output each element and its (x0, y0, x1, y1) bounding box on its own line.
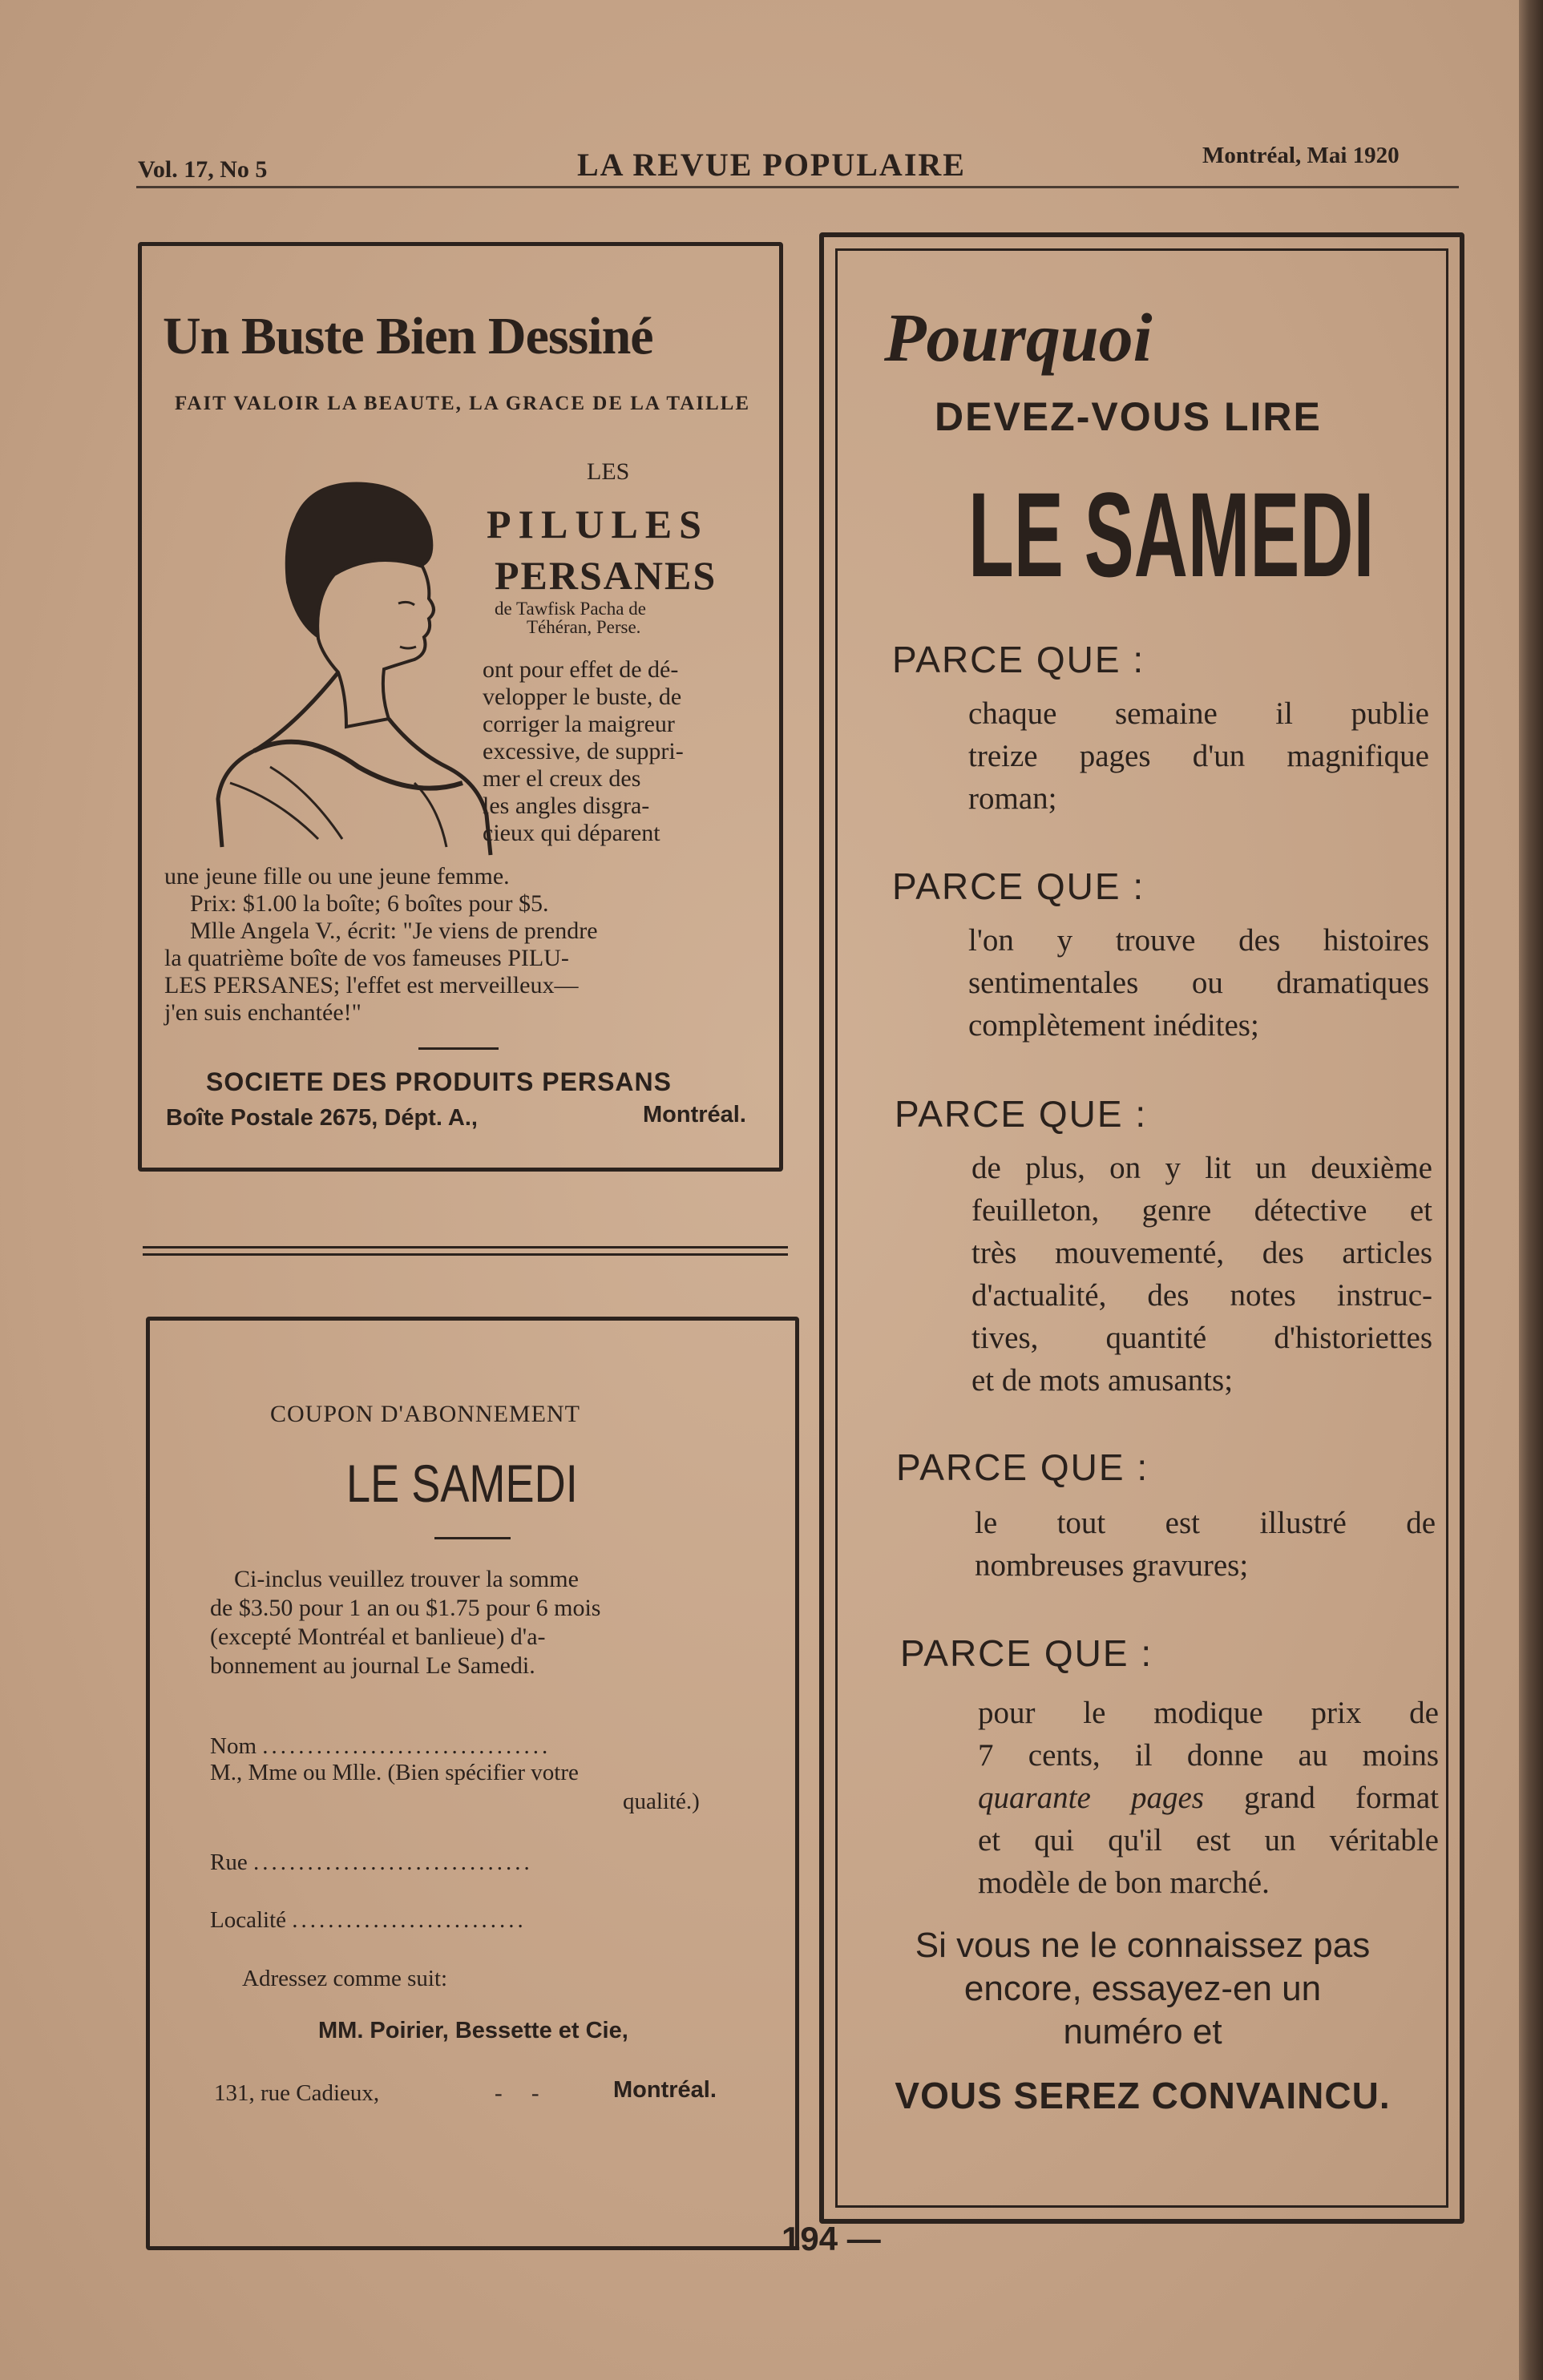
parce-que-heading: PARCE QUE : (892, 639, 1145, 680)
reason-block (968, 692, 1429, 820)
reason-line: sentimentales ou dramatiques (968, 966, 1429, 1000)
localite-dots: .......................... (292, 1907, 527, 1933)
reason-block (971, 1147, 1432, 1402)
buste-address-right: Montréal. (643, 1102, 746, 1127)
reason-line: de plus, on y lit un deuxième (971, 1151, 1432, 1185)
header-date: Montréal, Mai 1920 (1202, 143, 1400, 168)
reason-block (975, 1502, 1436, 1587)
header-rule (136, 186, 1459, 188)
buste-body (483, 656, 767, 847)
samedi-paper: LE SAMEDI (968, 467, 1375, 602)
coupon-body-line: de $3.50 pour 1 an ou $1.75 pour 6 mois (210, 1595, 601, 1621)
buste-body-line: corriger la maigreur (483, 711, 675, 737)
buste-origin-line2: Téhéran, Perse. (527, 617, 641, 637)
reason-line: et qui qu'il est un véritable (978, 1823, 1439, 1858)
reason-line: 7 cents, il donne au moins (978, 1738, 1439, 1773)
rue-label: Rue (210, 1850, 248, 1875)
nom-dots: ................................ (262, 1733, 551, 1759)
testimonial-line: Mlle Angela V., écrit: "Je viens de prendre (190, 918, 598, 944)
buste-price: Prix: $1.00 la boîte; 6 boîtes pour $5. (190, 890, 549, 917)
coupon-adresser: Adressez comme suit: (242, 1966, 448, 1991)
coupon-title: COUPON D'ABONNEMENT (270, 1401, 580, 1427)
reason-line: roman; (968, 781, 1057, 816)
samedi-ad-outer-box (819, 232, 1464, 2224)
testimonial-line: LES PERSANES; l'effet est merveilleux— (164, 972, 579, 998)
rue-dots: ............................... (252, 1850, 533, 1875)
coupon-body-line: Ci-inclus veuillez trouver la somme (234, 1566, 579, 1592)
reason-block (978, 1692, 1439, 1904)
parce-que-heading: PARCE QUE : (900, 1632, 1153, 1674)
coupon-localite-field[interactable] (210, 1907, 731, 1934)
reason-italic-text: quarante pages (978, 1781, 1204, 1815)
reason-line: l'on y trouve des histoires (968, 923, 1429, 958)
coupon-paper: LE SAMEDI (346, 1454, 578, 1513)
column-double-rule (143, 1246, 788, 1256)
coupon-body-line: (excepté Montréal et banlieue) d'a- (210, 1624, 546, 1650)
buste-product-line2: PERSANES (495, 553, 717, 598)
nom-label: Nom (210, 1733, 256, 1759)
coupon-body-line-text: bonnement au journal Le Samedi. (210, 1652, 535, 1679)
coupon-nom-field[interactable] (210, 1733, 731, 1760)
closing-line: encore, essayez-en un (963, 1969, 1322, 2008)
reason-line-rest: grand format (1244, 1781, 1439, 1815)
reason-line: très mouvementé, des articles (971, 1236, 1432, 1270)
reason-line: tives, quantité d'historiettes (971, 1321, 1432, 1355)
reason-line: pour le modique prix de (978, 1696, 1439, 1730)
buste-address-left: Boîte Postale 2675, Dépt. A., (166, 1105, 478, 1131)
buste-body-full-line: une jeune fille ou une jeune femme. (164, 863, 510, 889)
parce-que-heading: PARCE QUE : (896, 1446, 1149, 1488)
samedi-pourquoi: Pourquoi (884, 299, 1153, 376)
reason-line: complètement inédites; (968, 1008, 1259, 1043)
page-number: 194 — (782, 2220, 881, 2257)
buste-body-line: ont pour effet de dé- (483, 656, 679, 683)
samedi-devez: DEVEZ-VOUS LIRE (935, 394, 1322, 439)
buste-les: LES (587, 458, 630, 485)
parce-que-heading: PARCE QUE : (895, 1093, 1148, 1135)
samedi-closing (856, 1924, 1429, 2054)
buste-body-line: mer el creux des (483, 765, 641, 792)
buste-body-line: velopper le buste, de (483, 684, 682, 710)
reason-line: feuilleton, genre détective et (971, 1193, 1432, 1228)
reason-line: le tout est illustré de (975, 1506, 1436, 1540)
reason-line: et de mots amusants; (971, 1363, 1234, 1398)
buste-product-line1: PILULES (487, 502, 709, 547)
reason-line: treize pages d'un magnifique (968, 739, 1429, 773)
coupon-rue-field[interactable] (210, 1850, 731, 1876)
buste-ad-box (138, 242, 783, 1172)
buste-headline: Un Buste Bien Dessiné (163, 307, 653, 365)
coupon-address-left: 131, rue Cadieux, (214, 2080, 380, 2106)
coupon-address-sep: - - (495, 2080, 539, 2106)
testimonial-line: la quatrième boîte de vos fameuses PILU- (164, 945, 569, 971)
localite-label: Localité (210, 1907, 287, 1933)
header-volume: Vol. 17, No 5 (138, 156, 268, 183)
book-spine-edge (1519, 0, 1543, 2380)
reason-block (968, 919, 1429, 1047)
reason-line: chaque semaine il publie (968, 696, 1429, 731)
coupon-nom-note-line2: qualité.) (623, 1789, 700, 1814)
buste-testimonial (164, 918, 765, 1027)
coupon-box (146, 1317, 799, 2250)
samedi-closing-final: VOUS SEREZ CONVAINCU. (895, 2075, 1391, 2116)
reason-line (978, 1777, 1439, 1819)
woman-portrait-illustration (174, 462, 527, 863)
coupon-body-line (210, 1652, 735, 1680)
header-title: LA REVUE POPULAIRE (577, 147, 966, 183)
reason-line: d'actualité, des notes instruc- (971, 1278, 1432, 1313)
buste-body-line: les angles disgra- (483, 793, 650, 819)
closing-line: Si vous ne le connaissez pas (915, 1926, 1371, 1965)
buste-origin-line1: de Tawfisk Pacha de (495, 599, 646, 619)
parce-que-heading: PARCE QUE : (892, 865, 1145, 907)
testimonial-line: j'en suis enchantée!" (164, 999, 362, 1026)
closing-line: numéro et (1063, 2012, 1222, 2051)
buste-body-line: cieux qui déparent (483, 820, 660, 846)
coupon-divider (434, 1537, 511, 1539)
coupon-body (210, 1565, 735, 1680)
buste-subheadline: FAIT VALOIR LA BEAUTE, LA GRACE DE LA TAILLE (174, 393, 751, 414)
reason-line: modèle de bon marché. (978, 1866, 1270, 1900)
buste-divider (418, 1047, 499, 1050)
coupon-nom-note-line1: M., Mme ou Mlle. (Bien spécifier votre (210, 1760, 579, 1785)
reason-line: nombreuses gravures; (975, 1548, 1249, 1583)
coupon-address-right: Montréal. (613, 2077, 717, 2103)
coupon-company: MM. Poirier, Bessette et Cie, (318, 2018, 628, 2043)
buste-company: SOCIETE DES PRODUITS PERSANS (206, 1067, 672, 1096)
buste-body-line: excessive, de suppri- (483, 738, 684, 764)
